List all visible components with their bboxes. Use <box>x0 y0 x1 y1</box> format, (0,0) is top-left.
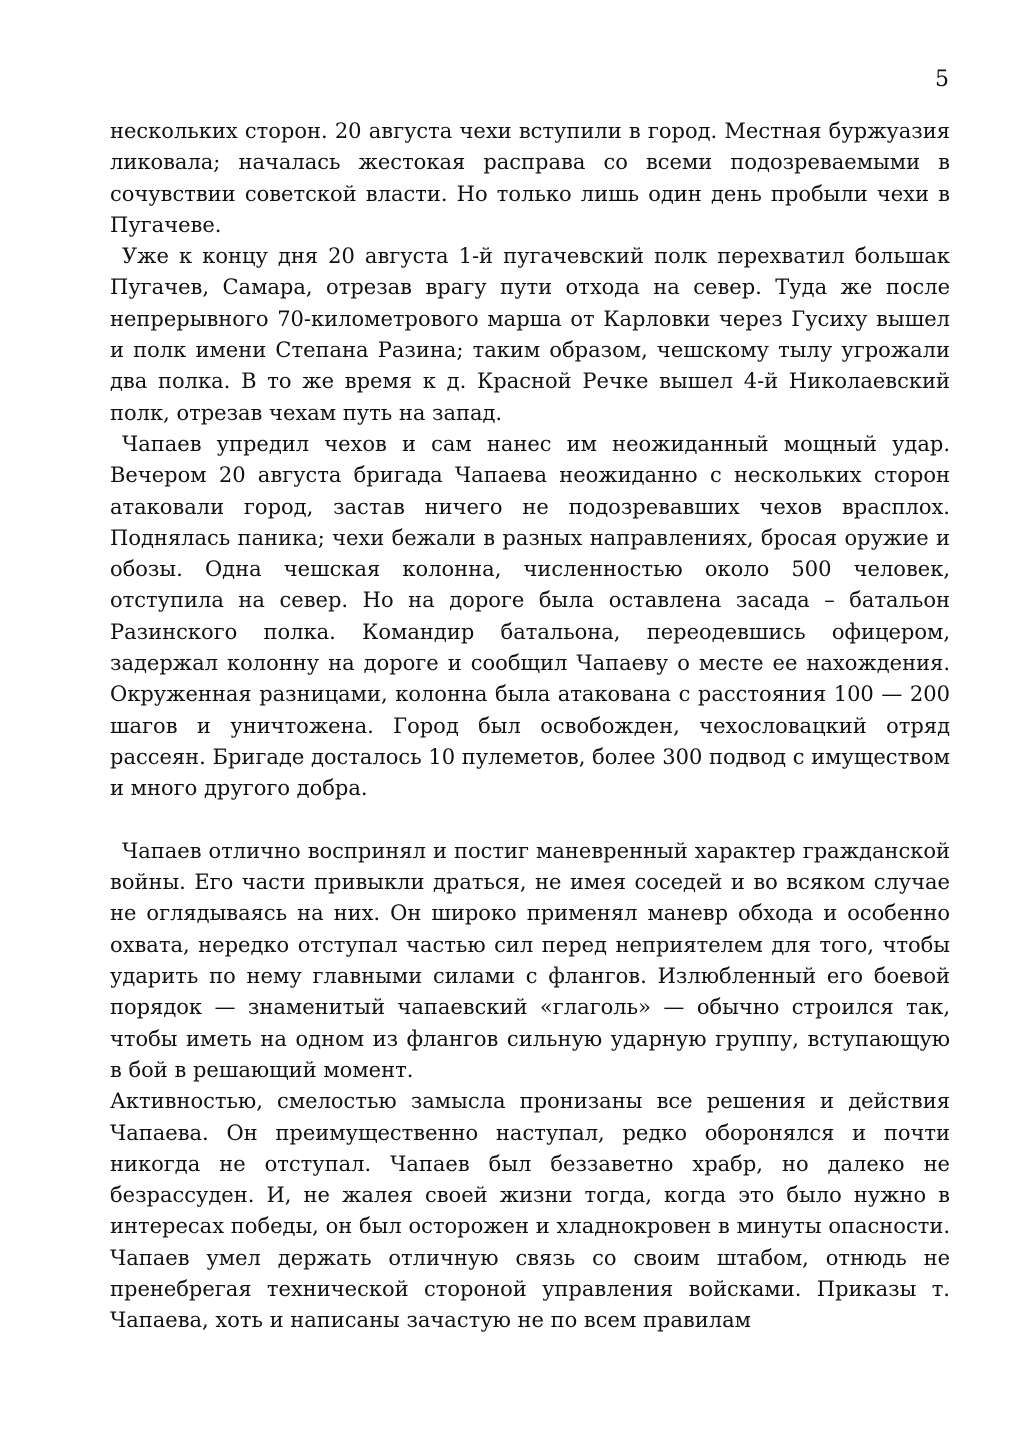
paragraph-regiments: Уже к концу дня 20 августа 1-й пугачевский полк перехватил большак Пугачев, Самара, отрезав врагу пути отхода на север. Туда же после непрерывного 70-километрового марша от Карловки через Гусиху вышел и полк имени Степана Разина; таким образом, чешскому тылу угрожали два полка. В то же время к д. Красной Речке вышел 4-й Николаевский полк, отрезав чехам путь на запад. <box>110 244 950 425</box>
paragraph-attack: Чапаев упредил чехов и сам нанес им неожиданный мощный удар. Вечером 20 августа бригада Чапаева неожиданно с нескольких сторон атаковали город, застав ничего не подозревавших чехов врасплох. Поднялась паника; чехи бежали в разных направлениях, бросая оружие и обозы. Одна чешская колонна, численностью около 500 человек, отступила на север. Но на дороге была оставлена засада – батальон Разинского полка. Командир батальона, переодевшись офицером, задержал колонну на дороге и сообщил Чапаеву о месте ее нахождения. Окруженная разницами, колонна была атакована с расстояния 100 — 200 шагов и уничтожена. Город был освобожден, чехословацкий отряд рассеян. Бригаде досталось 10 пулеметов, более 300 подвод с имуществом и много другого добра. <box>110 431 950 801</box>
page-number: 5 <box>935 67 949 92</box>
paragraph-activity: Активностью, смелостью замысла пронизаны все решения и действия Чапаева. Он преимущественно наступал, редко оборонялся и почти никогда не отступал. Чапаев был беззаветно храбр, но далеко не безрассуден. И, не жалея своей жизни тогда, когда это было нужно в интересах победы, он был осторожен и хладнокровен в минуты опасности. Чапаев умел держать отличную связь со своим штабом, отнюдь не пренебрегая технической стороной управления войсками. Приказы т. Чапаева, хоть и написаны зачастую не по всем правилам <box>110 1089 950 1333</box>
body-text <box>110 116 950 1337</box>
paragraph-continuation: нескольких сторон. 20 августа чехи вступили в город. Местная буржуазия ликовала; началась жестокая расправа со всеми подозреваемыми в сочувствии советской власти. Но только лишь один день пробыли чехи в Пугачеве. <box>110 119 950 237</box>
paragraph-maneuver: Чапаев отлично воспринял и постиг маневренный характер гражданской войны. Его части привыкли драться, не имея соседей и во всяком случае не оглядываясь на них. Он широко применял маневр обхода и особенно охвата, нередко отступал частью сил перед неприятелем для того, чтобы ударить по нему главными силами с флангов. Излюбленный его боевой порядок — знаменитый чапаевский «глаголь» — обычно строился так, чтобы иметь на одном из флангов сильную ударную группу, вступающую в бой в решающий момент. <box>110 838 950 1082</box>
